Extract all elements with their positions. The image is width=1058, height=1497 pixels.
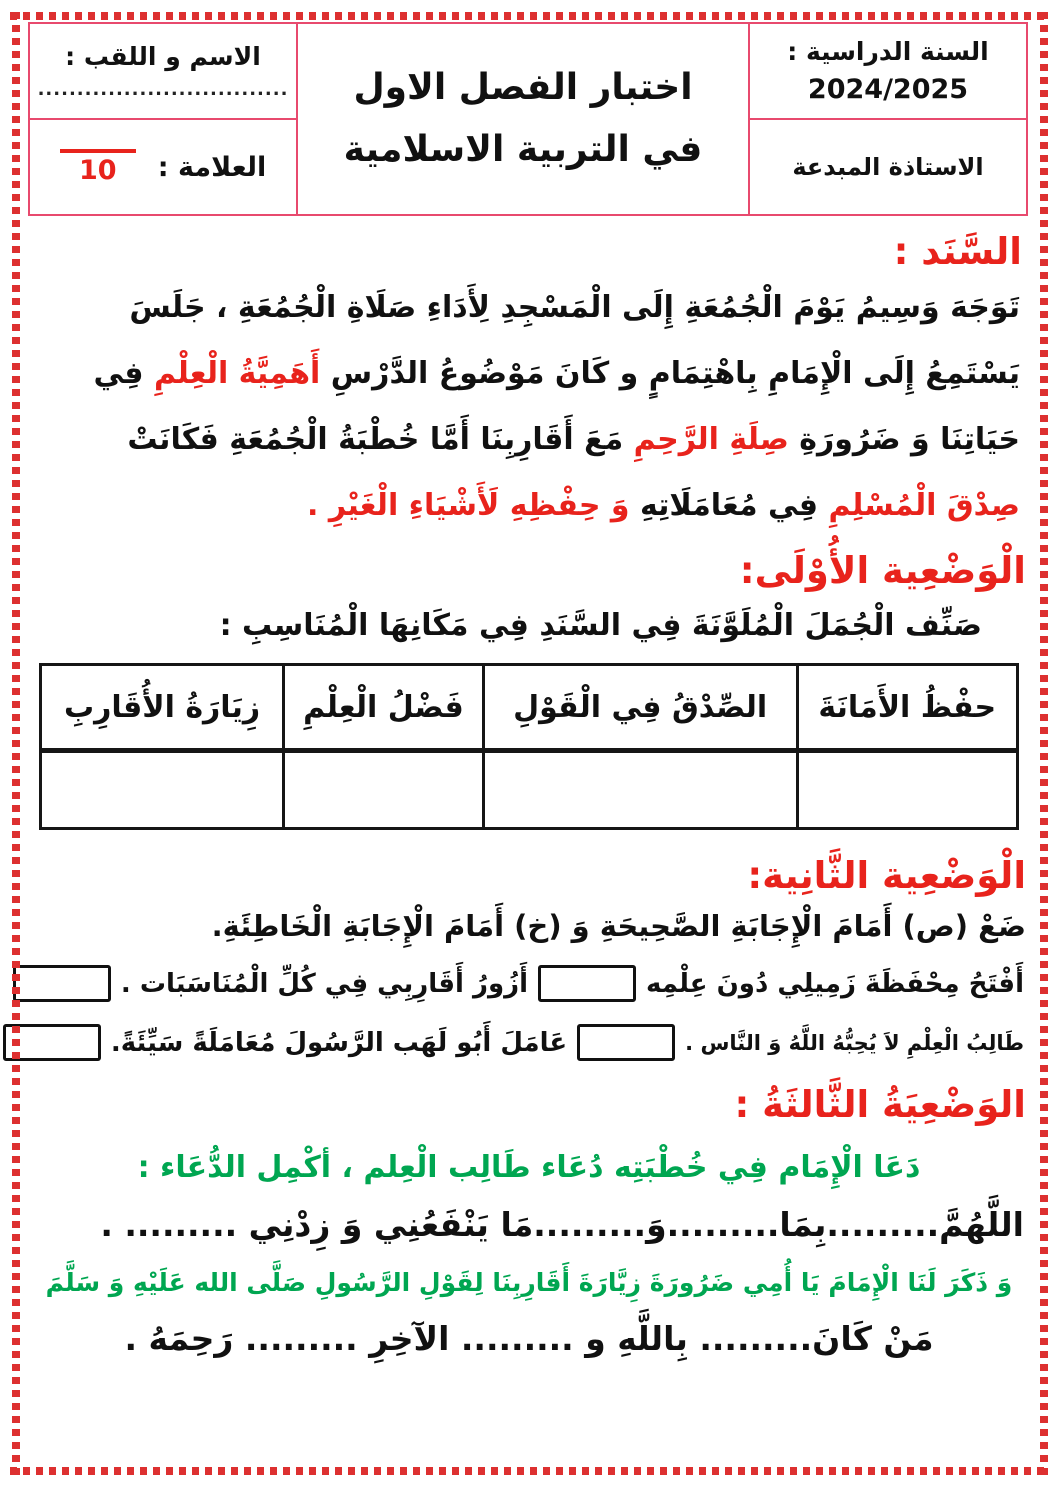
page-border-right — [1040, 12, 1048, 1475]
dua-fill-line[interactable]: اللَّهُمَّ.........بِمَا.........وَ.........مَا يَنْفَعُنِي وَ زِدْنِي ......... . — [100, 1205, 1024, 1244]
section3-intro: دَعَا الْإِمَام فِي خُطْبَتِه دُعَاء طَالِب الْعِلم ، أكْمِل الدُّعَاء : — [137, 1150, 921, 1185]
sanad-line-1: تَوَجَهَ وَسِيمُ يَوْمَ الْجُمُعَةِ إِلَى الْمَسْجِدِ لِأَدَاءِ صَلَاةِ الْجُمُعَةِ ، جَلَسَ — [129, 290, 1020, 325]
sanad-heading: السَّنَد : — [893, 230, 1022, 273]
page-border-left — [12, 12, 20, 1475]
statement-1: أَفْتَحُ مِحْفَظَةَ زَمِيلِي دُونَ عِلْمِه — [645, 968, 1024, 999]
section1-instruction: صَنِّف الْجُمَلَ الْمُلَوَّنَةَ فِي السَّنَدِ فِي مَكَانِهَا الْمُنَاسِبِ : — [219, 608, 982, 643]
answer-cell-amana[interactable] — [797, 751, 1017, 829]
answer-box-1[interactable] — [538, 965, 636, 1002]
page-border-bottom — [10, 1467, 1046, 1475]
teacher-name: الاستاذة المبدعة — [792, 153, 984, 181]
student-name-field[interactable]: ................................ — [37, 79, 289, 100]
statement-4: عَامَلَ أَبُو لَهَب الرَّسُولَ مُعَامَلَةً سَيِّئَةً. — [110, 1027, 568, 1058]
teacher-cell — [750, 118, 1026, 214]
exam-title — [296, 24, 748, 214]
student-name-label: الاسم و اللقب : — [65, 42, 261, 71]
page-border-top — [10, 12, 1046, 20]
table-answer-row — [41, 751, 1018, 829]
section3-note: وَ ذَكَرَ لَنَا الْإِمَامَ يَا أُمِي ضَرُورَةَ زِيَّارَةَ أَقَارِبِنَا لِقَوْلِ الرَّسُولِ صَلَّى الله عَلَيْهِ وَ سَلَّمَ — [45, 1268, 1013, 1297]
answer-box-3[interactable] — [577, 1024, 675, 1061]
statement-3: طَالِبُ الْعِلْمِ لاَ يُحِبُّهُ اللَّهُ وَ النَّاس . — [685, 1030, 1024, 1055]
sanad-line-2: يَسْتَمِعُ إِلَى الْإِمَامِ بِاهْتِمَامٍ و كَانَ مَوْضُوعُ الدَّرْسِ أَهَمِيَّةُ الْعِلْمِ فِي — [93, 356, 1020, 391]
header-left-column — [30, 24, 296, 214]
content — [32, 218, 1026, 1358]
student-name-cell — [30, 24, 296, 118]
table-header-aqarib: زِيَارَةُ الأُقَارِبِ — [41, 665, 284, 751]
table-header-row — [41, 665, 1018, 751]
exam-title-line1: اختبار الفصل الاول — [353, 67, 693, 109]
hadith-fill-line[interactable]: مَنْ كَانَ......... بِاللَّهِ و ......... الآخِرِ ......... رَحِمَهُ . — [124, 1319, 934, 1358]
answer-cell-aqarib[interactable] — [41, 751, 284, 829]
grade-label: العلامة : — [157, 151, 267, 183]
grade-cell — [30, 118, 296, 214]
school-year-value: 2024/2025 — [807, 74, 969, 105]
statement-row-1 — [34, 965, 1024, 1002]
school-year-label: السنة الدراسية : — [787, 37, 989, 66]
school-year-cell — [750, 24, 1026, 118]
section2-instruction: ضَعْ (ص) أَمَامَ الْإِجَابَةِ الصَّحِيحَةِ وَ (خ) أَمَامَ الْإِجَابَةِ الْخَاطِئَةِ. — [211, 909, 1026, 943]
classification-table — [39, 663, 1019, 830]
grade-field[interactable] — [60, 149, 136, 186]
table-header-sidq: الصِّدْقُ فِي الْقَوْلِ — [483, 665, 797, 751]
sanad-passage — [34, 275, 1020, 539]
section2-heading: الْوَضْعِية الثَّانِية: — [747, 854, 1026, 897]
header-right-column — [748, 24, 1026, 214]
sanad-line-4: صِدْقَ الْمُسْلِمِ فِي مُعَامَلَاتِهِ وَ حِفْظِهِ لَأَشْيَاءِ الْغَيْرِ . — [307, 488, 1020, 523]
statement-2: أَزُورُ أَقَارِبِي فِي كُلِّ الْمُنَاسَبَات . — [120, 968, 528, 999]
answer-cell-ilm[interactable] — [284, 751, 484, 829]
statement-row-2 — [34, 1024, 1024, 1061]
sanad-line-3: حَيَاتِنَا وَ ضَرُورَةِ صِلَةِ الرَّحِمِ مَعَ أَقَارِبِنَا أَمَّا خُطْبَةُ الْجُمُعَةِ فَكَانَتْ — [127, 422, 1020, 457]
table-header-ilm: فَضْلُ الْعِلْمِ — [284, 665, 484, 751]
header — [28, 22, 1028, 216]
grade-blank-line — [60, 149, 136, 153]
grade-max: 10 — [79, 154, 117, 186]
answer-box-2[interactable] — [13, 965, 111, 1002]
exam-title-line2: في التربية الاسلامية — [343, 129, 703, 170]
table-header-amana: حفْظُ الأَمَانَةَ — [797, 665, 1017, 751]
answer-cell-sidq[interactable] — [483, 751, 797, 829]
section3-heading: الوَضْعِيَةُ الثَّالثَةُ : — [734, 1083, 1026, 1126]
section1-heading: الْوَضْعِية الأُوْلَى: — [739, 549, 1026, 592]
